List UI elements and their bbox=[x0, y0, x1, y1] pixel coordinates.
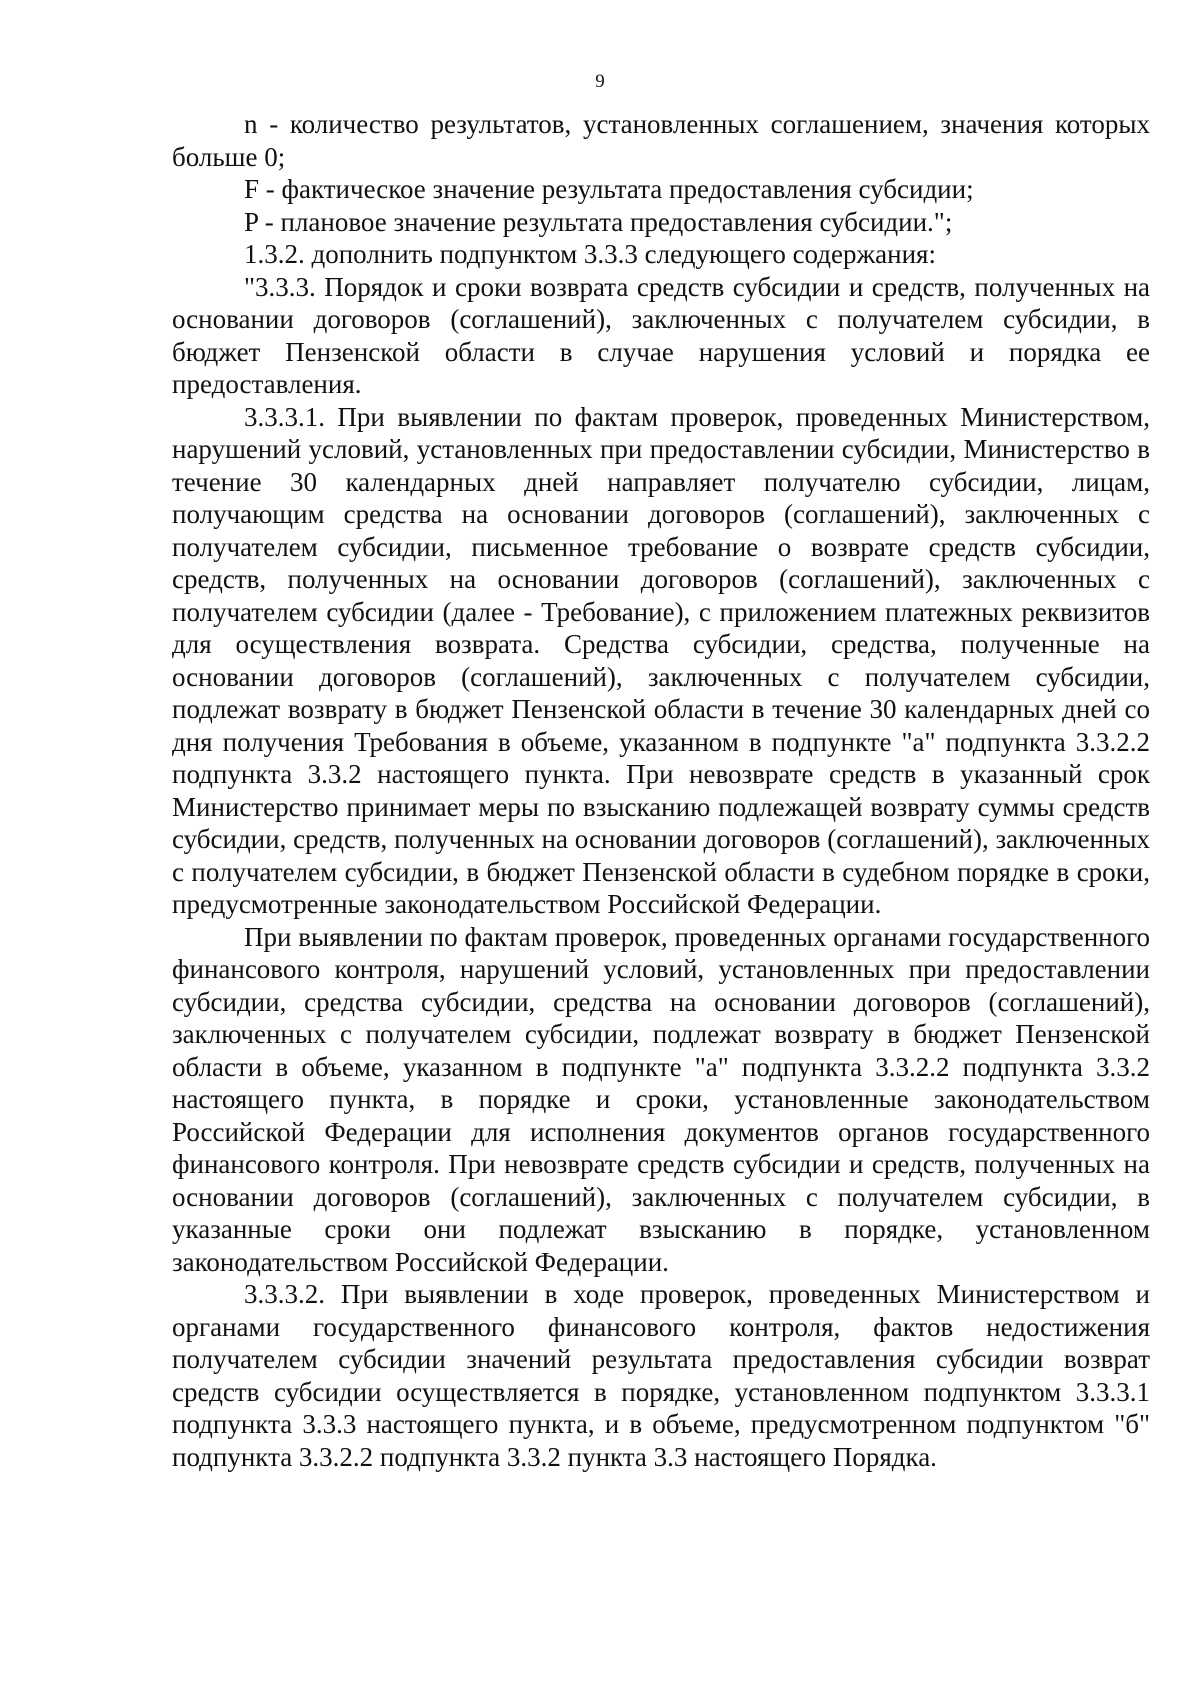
paragraph-p-definition: P - плановое значение результата предоставления субсидии."; bbox=[244, 206, 953, 237]
paragraph-3-3-3: "3.3.3. Порядок и сроки возврата средств субсидии и средств, полученных на основании договоров (соглашений), заключенных с получателем субсидии, в бюджет Пензенской области в случае нарушения условий и порядка ее предоставления. bbox=[172, 271, 1150, 399]
paragraph-n-definition: n - количество результатов, установленных соглашением, значения которых больше 0; bbox=[172, 109, 1150, 172]
page-number: 9 bbox=[595, 71, 605, 92]
paragraph-1-3-2: 1.3.2. дополнить подпунктом 3.3.3 следующего содержания: bbox=[244, 239, 936, 269]
paragraph-state-control: При выявлении по фактам проверок, проведенных органами государственного финансового контроля, нарушений условий, установленных при предоставлении субсидии, средства субсидии, средства на основании договоров (соглашений), заключенных с получателем субсидии, подлежат возврату в бюджет Пензенской области в объеме, указанном в подпункте "а" подпункта 3.3.2.2 подпункта 3.3.2 настоящего пункта, в порядке и сроки, установленные законодательством Российской Федерации для исполнения документов органов государственного финансового контроля. При невозврате средств субсидии и средств, полученных на основании договоров (соглашений), заключенных с получателем субсидии, в указанные сроки они подлежат взысканию в порядке, установленном законодательством Российской Федерации. bbox=[172, 921, 1150, 1277]
document-body bbox=[172, 108, 1150, 1473]
paragraph-3-3-3-1: 3.3.3.1. При выявлении по фактам проверок, проведенных Министерством, нарушений условий, установленных при предоставлении субсидии, Министерство в течение 30 календарных дней направляет получателю субсидии, лицам, получающим средства на основании договоров (соглашений), заключенных с получателем субсидии, письменное требование о возврате средств субсидии, средств, полученных на основании договоров (соглашений), заключенных с получателем субсидии (далее - Требование), с приложением платежных реквизитов для осуществления возврата. Средства субсидии, средства, полученные на основании договоров (соглашений), заключенных с получателем субсидии, подлежат возврату в бюджет Пензенской области в течение 30 календарных дней со дня получения Требования в объеме, указанном в подпункте "а" подпункта 3.3.2.2 подпункта 3.3.2 настоящего пункта. При невозврате средств в указанный срок Министерство принимает меры по взысканию подлежащей возврату суммы средств субсидии, средств, полученных на основании договоров (соглашений), заключенных с получателем субсидии, в бюджет Пензенской области в судебном порядке в сроки, предусмотренные законодательством Российской Федерации. bbox=[172, 401, 1150, 919]
paragraph-3-3-3-2: 3.3.3.2. При выявлении в ходе проверок, проведенных Министерством и органами государственного финансового контроля, фактов недостижения получателем субсидии значений результата предоставления субсидии возврат средств субсидии осуществляется в порядке, установленном подпунктом 3.3.3.1 подпункта 3.3.3 настоящего пункта, и в объеме, предусмотренном подпунктом "б" подпункта 3.3.2.2 подпункта 3.3.2 пункта 3.3 настоящего Порядка. bbox=[172, 1279, 1150, 1472]
paragraph-f-definition: F - фактическое значение результата предоставления субсидии; bbox=[244, 174, 974, 204]
